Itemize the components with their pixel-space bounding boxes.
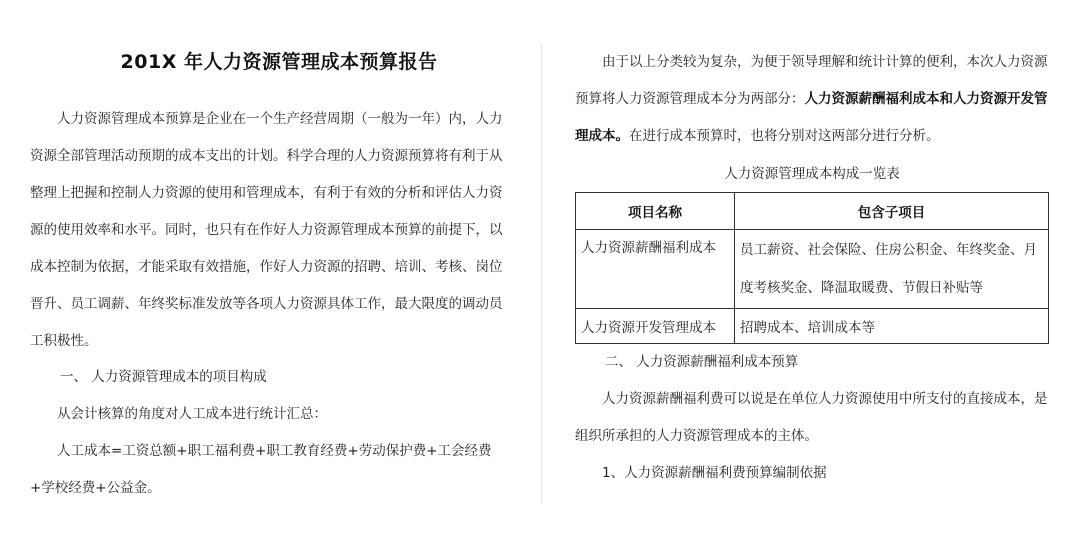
intro-paragraph: 人力资源管理成本预算是企业在一个生产经营周期（一般为一年）内，人力资源全部管理活动预期的成本支出的计划。科学合理的人力资源预算将有利于从整理上把握和控制人力资源的使用和管理成本，有利于有效的分析和评估人力资源的使用效率和水平。同时，也只有在作好人力资源管理成本预算的前提下，以成本控制为依据，才能采取有效措施，作好人力资源的招聘、培训、考核、岗位晋升、员工调薪、年终奖标准发放等各项人力资源具体工作，最大限度的调动员工积极性。 [30, 111, 503, 349]
labor-cost-formula: 人工成本=工资总额+职工福利费+职工教育经费+劳动保护费+工会经费+学校经费+公益金。 [30, 443, 492, 496]
compensation-paragraph: 人力资源薪酬福利费可以说是在单位人力资源使用中所支付的直接成本，是组织所承担的人力资源管理成本的主体。 [575, 391, 1048, 444]
split-text-a: 由于以上分类较为复杂，为便于领导理解和统计计算的便利，本次人力资源预算将人力资源管理成本分为两部分： [575, 54, 1048, 107]
split-text-bold: 人力资源薪酬福利成本和人力资源开发管理成本。 [575, 91, 1048, 144]
accounting-paragraph: 从会计核算的角度对人工成本进行统计汇总： [57, 406, 327, 422]
table-header-cell: 包含子项目 [735, 193, 1049, 230]
column-divider [541, 44, 542, 504]
table-cell: 招聘成本、培训成本等 [735, 309, 1049, 344]
table-header-cell: 项目名称 [576, 193, 735, 230]
table-cell: 人力资源薪酬福利成本 [576, 230, 735, 309]
table-row [576, 230, 1049, 309]
split-text-c: 在进行成本预算时，也将分别对这两部分进行分析。 [629, 128, 940, 144]
section-heading-1: 一、 人力资源管理成本的项目构成 [60, 369, 267, 385]
subsection-heading: 1、人力资源薪酬福利费预算编制依据 [602, 465, 827, 481]
cost-composition-table [575, 192, 1049, 344]
section-heading-2: 二、 人力资源薪酬福利成本预算 [605, 354, 799, 370]
table-row [576, 309, 1049, 344]
table-cell: 员工薪资、社会保险、住房公积金、年终奖金、月度考核奖金、降温取暖费、节假日补贴等 [735, 230, 1049, 309]
table-cell: 人力资源开发管理成本 [576, 309, 735, 344]
split-paragraph [575, 44, 1051, 155]
table-header-row [576, 193, 1049, 230]
table-caption: 人力资源管理成本构成一览表 [724, 166, 900, 182]
report-title: 201X 年人力资源管理成本预算报告 [120, 51, 438, 73]
